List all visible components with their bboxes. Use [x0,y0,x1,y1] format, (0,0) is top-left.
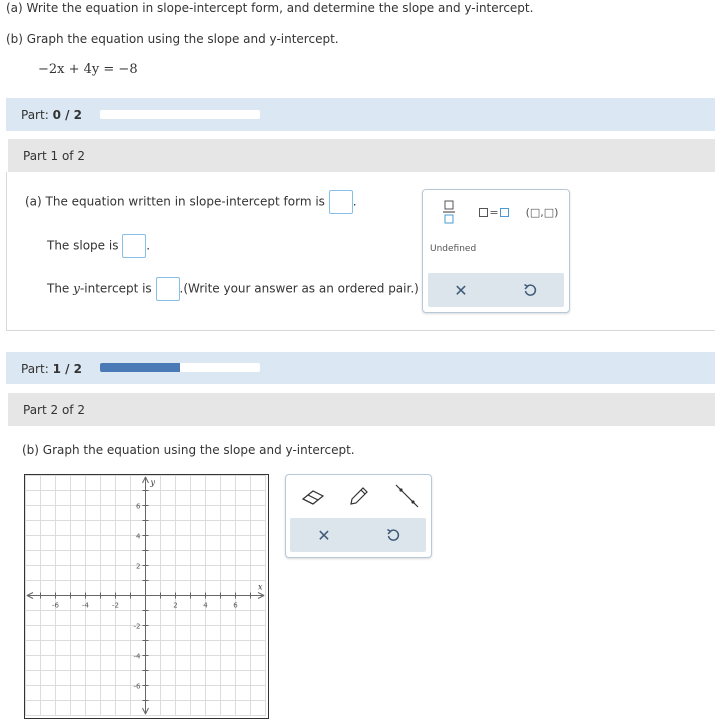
problem-equation: −2x + 4y = −8 [38,62,138,77]
y-intercept-row: The y-intercept is .(Write your answer as an ordered pair.) [47,277,419,301]
x-tick-label: -4 [82,601,89,610]
slope-row: The slope is . [47,234,150,258]
y-intercept-label: The [47,281,70,296]
undefined-button[interactable]: Undefined [430,244,477,254]
palette-actions [428,273,564,307]
y-tick-label: -6 [133,682,141,691]
part-2-header [8,393,715,426]
y-tick-label: 4 [136,532,141,541]
question-a-row: (a) The equation written in slope-intercept form is . [25,190,357,214]
x-axis-label: x [258,582,263,592]
question-a-label: (a) The equation written in slope-intercept form is [25,194,325,209]
slope-answer-input[interactable] [122,234,146,258]
graph-area[interactable] [24,474,269,719]
y-intercept-answer-input[interactable] [156,277,180,301]
problem-line-a: (a) Write the equation in slope-intercept form, and determine the slope and y-intercept. [6,1,534,15]
progress-fill-2 [100,363,180,372]
part-progress-label: Part: 0 / 2 [21,108,82,122]
coordinate-grid[interactable] [25,475,266,716]
x-tick-label: -2 [112,601,119,610]
math-palette [422,189,570,313]
problem-line-b: (b) Graph the equation using the slope and y-intercept. [6,32,339,46]
eraser-icon[interactable] [300,485,326,509]
undo-icon[interactable] [520,280,540,300]
part-progress-bar-1 [6,98,715,131]
x-tick-label: 2 [173,601,178,610]
y-axis-label: y [150,478,156,487]
x-tick-label: 6 [233,601,238,610]
x-tick-label: 4 [203,601,208,610]
equals-icon[interactable]: = [477,203,511,221]
graph-palette-actions [290,518,426,552]
part-1-card [6,172,715,331]
ordered-pair-icon[interactable]: (□,□) [525,205,559,219]
y-tick-label: -2 [133,622,141,631]
clear-icon[interactable]: ✕ [317,525,331,545]
y-tick-label: 6 [136,502,141,511]
part-1-title: Part 1 of 2 [23,149,85,163]
part-2-title: Part 2 of 2 [23,403,85,417]
part-progress-bar-2 [6,352,715,384]
x-tick-label: -6 [52,601,59,610]
pencil-icon[interactable] [346,483,372,509]
fraction-icon[interactable] [439,198,459,226]
question-b-label: (b) Graph the equation using the slope and y-intercept. [22,443,355,457]
progress-track-2 [100,363,260,372]
y-tick-label: -4 [133,652,141,661]
equation-answer-input[interactable] [329,190,353,214]
part-progress-label: Part: 1 / 2 [21,362,82,376]
part-1-header [8,139,715,172]
graph-tools-palette [285,474,432,558]
clear-icon[interactable]: ✕ [454,280,468,300]
slope-label: The slope is [47,238,119,253]
progress-track-1 [100,110,260,119]
undo-icon[interactable] [383,525,403,545]
y-tick-label: 2 [136,562,141,571]
line-tool-icon[interactable] [392,481,422,511]
